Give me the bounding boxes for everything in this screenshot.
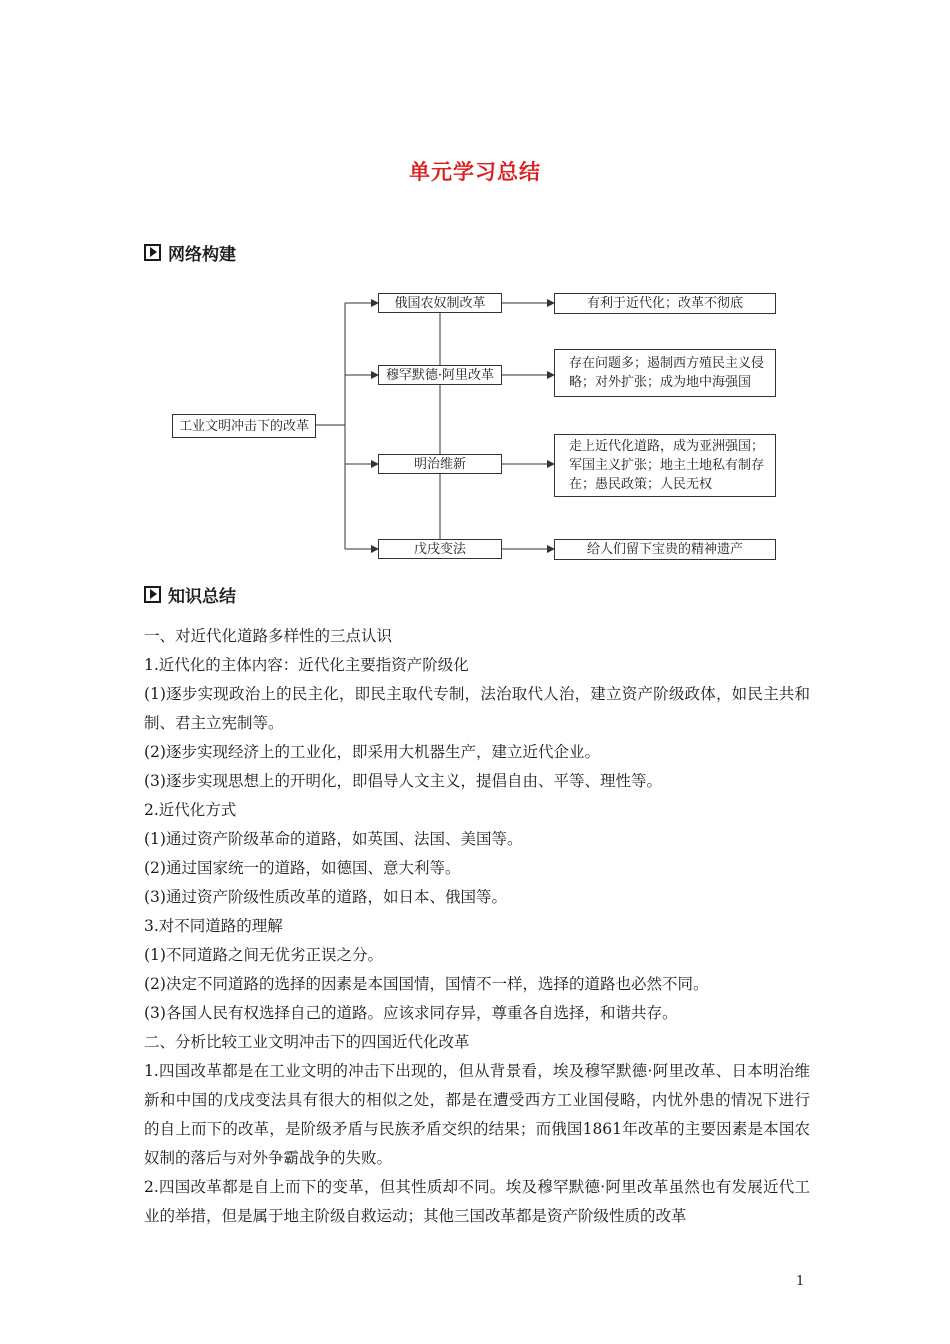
- paragraph: (2)通过国家统一的道路，如德国、意大利等。: [144, 859, 461, 877]
- subheading: 2.近代化方式: [144, 801, 237, 819]
- heading-part-two: 二、分析比较工业文明冲击下的四国近代化改革: [144, 1033, 470, 1051]
- paragraph: 2.四国改革都是自上而下的变革，但其性质却不同。埃及穆罕默德·阿里改革虽然也有发展近代工业的举措，但是属于地主阶级自救运动；其他三国改革都是资产阶级性质的改革: [144, 1178, 810, 1225]
- section-heading-knowledge: [144, 582, 236, 606]
- diagram-root: 工业文明冲击下的改革: [172, 414, 316, 438]
- paragraph: (1)逐步实现政治上的民主化，即民主取代专制，法治取代人治，建立资产阶级政体，如民主共和制、君主立宪制等。: [144, 685, 810, 732]
- diagram-branch-japan: 明治维新: [378, 454, 502, 474]
- diagram-outcome-japan: 走上近代化道路，成为亚洲强国；军国主义扩张；地主土地私有制存在；愚民政策；人民无权: [554, 434, 776, 497]
- play-icon: [144, 244, 161, 261]
- diagram-outcome-china: 给人们留下宝贵的精神遗产: [554, 539, 776, 560]
- paragraph: 1.四国改革都是在工业文明的冲击下出现的，但从背景看，埃及穆罕默德·阿里改革、日本明治维新和中国的戊戌变法具有很大的相似之处，都是在遭受西方工业国侵略，内忧外患的情况下进行的自上而下的改革，是阶级矛盾与民族矛盾交织的结果；而俄国1861年改革的主要因素是本国农奴制的落后与对外争霸战争的失败。: [144, 1062, 810, 1167]
- paragraph: (1)通过资产阶级革命的道路，如英国、法国、美国等。: [144, 830, 523, 848]
- subheading: 1.近代化的主体内容：近代化主要指资产阶级化: [144, 656, 469, 674]
- heading-part-one: 一、对近代化道路多样性的三点认识: [144, 627, 393, 645]
- section-heading-label: 网络构建: [168, 244, 236, 265]
- diagram-outcome-egypt: 存在问题多；遏制西方殖民主义侵略；对外扩张；成为地中海强国: [554, 349, 776, 397]
- paragraph: (2)逐步实现经济上的工业化，即采用大机器生产，建立近代企业。: [144, 743, 600, 761]
- paragraph: (3)逐步实现思想上的开明化，即倡导人文主义，提倡自由、平等、理性等。: [144, 772, 662, 790]
- paragraph: (3)各国人民有权选择自己的道路。应该求同存异，尊重各自选择，和谐共存。: [144, 1004, 678, 1022]
- page-number: 1: [796, 1274, 805, 1289]
- diagram-branch-china: 戊戌变法: [378, 539, 502, 559]
- page-title: 单元学习总结: [409, 160, 541, 184]
- paragraph: (1)不同道路之间无优劣正误之分。: [144, 946, 383, 964]
- diagram-branch-egypt: 穆罕默德·阿里改革: [378, 365, 502, 385]
- diagram-outcome-russia: 有利于近代化；改革不彻底: [554, 293, 776, 314]
- diagram-branch-russia: 俄国农奴制改革: [378, 293, 502, 313]
- paragraph: (2)决定不同道路的选择的因素是本国国情，国情不一样，选择的道路也必然不同。: [144, 975, 709, 993]
- paragraph: (3)通过资产阶级性质改革的道路，如日本、俄国等。: [144, 888, 507, 906]
- section-heading-label: 知识总结: [168, 586, 236, 607]
- summary-body: [144, 622, 810, 1231]
- section-heading-network: [144, 240, 236, 264]
- subheading: 3.对不同道路的理解: [144, 917, 283, 935]
- play-icon: [144, 586, 161, 603]
